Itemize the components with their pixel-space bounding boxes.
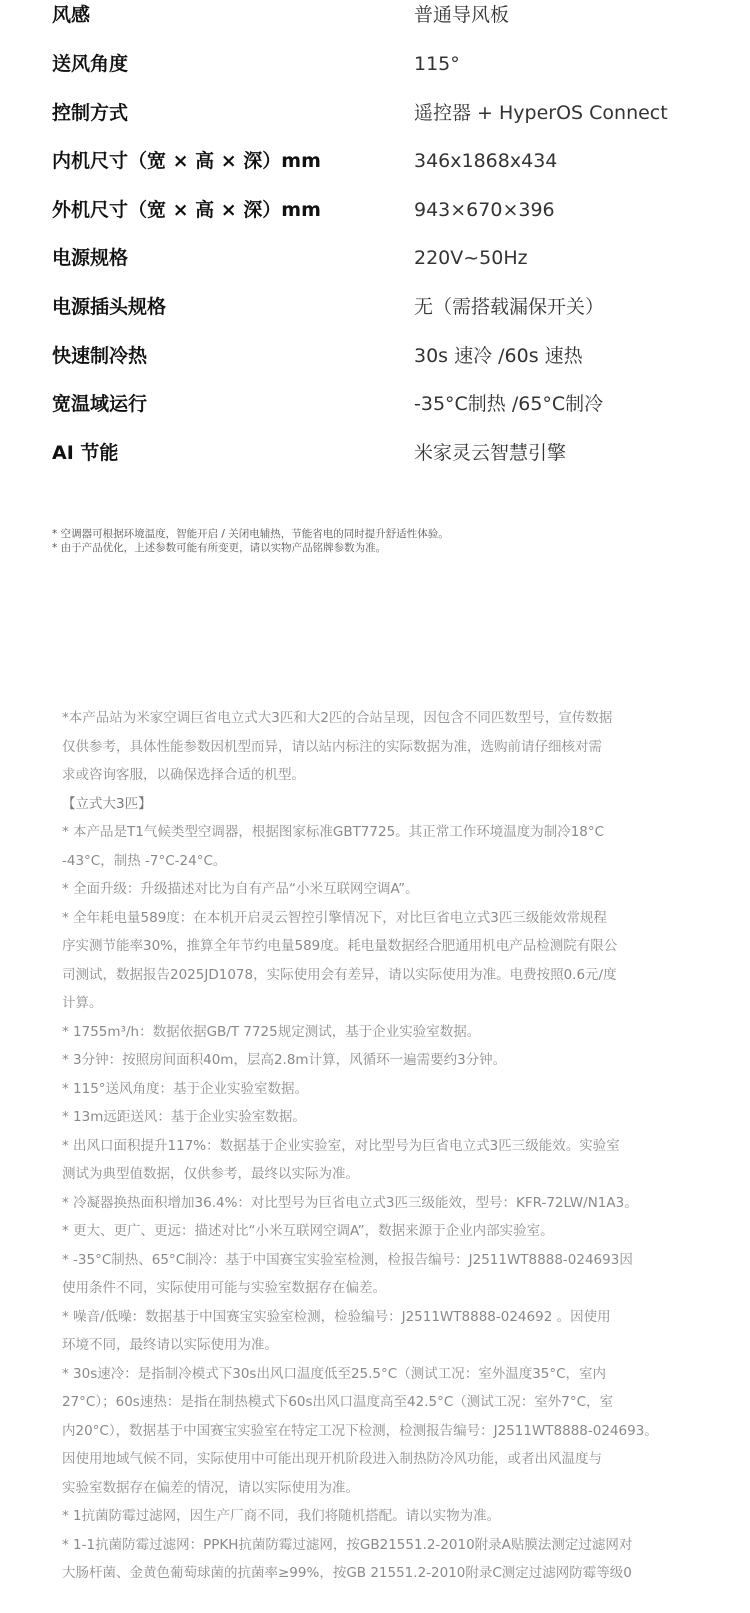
spec-footnotes	[52, 527, 692, 555]
spec-value: 220V~50Hz	[414, 247, 528, 269]
spec-value: 346x1868x434	[414, 150, 558, 172]
footnote: * 空调器可根据环境温度，智能开启 / 关闭电辅热，节能省电的同时提升舒适性体验。	[52, 528, 449, 540]
footnote: * 由于产品优化，上述参数可能有所变更，请以实物产品铭牌参数为准。	[52, 542, 387, 554]
disclaimer-line: * 115°送风角度：基于企业实验室数据。	[62, 1080, 309, 1097]
spec-value: 943×670×396	[414, 199, 555, 221]
disclaimer-line: 因使用地域气候不同，实际使用中可能出现开机阶段进入制热防冷风功能，或者出风温度与	[62, 1451, 602, 1467]
spec-label: 外机尺寸（宽 × 高 × 深）mm	[52, 199, 321, 221]
disclaimer-line: * 13m远距送风：基于企业实验室数据。	[62, 1109, 306, 1125]
disclaimer-line: 计算。	[62, 995, 103, 1011]
disclaimer-line: * 出风口面积提升117%：数据基于企业实验室，对比型号为巨省电立式3匹三级能效。实验室	[62, 1137, 620, 1154]
spec-row-fast-cool-heat	[0, 341, 750, 389]
disclaimer-line: 环境不同，最终请以实际使用为准。	[62, 1337, 278, 1353]
disclaimer-line: * 1-1抗菌防霉过滤网：PPKH抗菌防霉过滤网，按GB21551.2-2010附录A贴膜法测定过滤网对	[62, 1536, 633, 1553]
disclaimer-line: * 本产品是T1气候类型空调器，根据图家标准GBT7725。其正常工作环境温度为制冷18°C	[62, 824, 605, 840]
disclaimer-line: * 全面升级：升级描述对比为自有产品“小米互联网空调A”。	[62, 881, 419, 897]
spec-label: AI 节能	[52, 442, 119, 464]
disclaimer-line: * 噪音/低噪：数据基于中国赛宝实验室检测，检验编号：J2511WT8888-024692 。因使用	[62, 1308, 611, 1325]
disclaimer-line: 27°C）；60s速热：是指在制热模式下60s出风口温度高至42.5°C（测试工况：室外7°C，室	[62, 1394, 614, 1410]
disclaimer-line: * 1抗菌防霉过滤网，因生产厂商不同，我们将随机搭配。请以实物为准。	[62, 1508, 501, 1524]
spec-label: 控制方式	[52, 102, 129, 124]
disclaimer-line: *本产品站为米家空调巨省电立式大3匹和大2匹的合站呈现，因包含不同匹数型号，宣传数据	[62, 710, 613, 726]
spec-row-wind-feel	[0, 0, 750, 48]
disclaimer-line: -43°C，制热 -7°C-24°C。	[62, 852, 227, 869]
disclaimer-line: 实验室数据存在偏差的情况，请以实际使用为准。	[62, 1479, 359, 1496]
disclaimer-line: 序实测节能率30%，推算全年节约电量589度。耗电量数据经合肥通用机电产品检测院有限公	[62, 938, 618, 954]
spec-value: 无（需搭载漏保开关）	[414, 296, 605, 318]
disclaimer-line: * 3分钟：按照房间面积40m，层高2.8m计算，风循环一遍需要约3分钟。	[62, 1052, 507, 1068]
disclaimer-line: 测试为典型值数据，仅供参考，最终以实际为准。	[62, 1166, 359, 1182]
spec-value: -35°C制热 /65°C制冷	[414, 393, 604, 415]
spec-row-outdoor-size	[0, 195, 750, 243]
disclaimer-text	[62, 704, 672, 1588]
spec-value: 米家灵云智慧引擎	[414, 442, 567, 464]
spec-row-ai-energy	[0, 438, 750, 486]
disclaimer-line: 司测试，数据报告2025JD1078，实际使用会有差异，请以实际使用为准。电费按照0.6元/度	[62, 966, 617, 983]
spec-value: 普通导风板	[414, 4, 510, 26]
disclaimer-line: * 全年耗电量589度：在本机开启灵云智控引擎情况下，对比巨省电立式3匹三级能效常规程	[62, 909, 607, 926]
spec-label: 内机尺寸（宽 × 高 × 深）mm	[52, 150, 321, 172]
spec-row-control-method	[0, 98, 750, 146]
spec-value: 30s 速冷 /60s 速热	[414, 345, 583, 367]
spec-label: 宽温域运行	[52, 393, 148, 415]
disclaimer-line: * 30s速冷：是指制冷模式下30s出风口温度低至25.5°C（测试工况：室外温度35°C，室内	[62, 1365, 607, 1382]
disclaimer-line: * 冷凝器换热面积增加36.4%：对比型号为巨省电立式3匹三级能效，型号：KFR-72LW/N1A3。	[62, 1194, 638, 1211]
disclaimer-line: 大肠杆菌、金黄色葡萄球菌的抗菌率≥99%，按GB 21551.2-2010附录C测定过滤网防霉等级0	[62, 1565, 632, 1581]
spec-label: 电源插头规格	[52, 296, 167, 318]
disclaimer-line: * -35°C制热、65°C制冷：基于中国赛宝实验室检测，检报告编号：J2511WT8888-024693因	[62, 1251, 633, 1268]
disclaimer-line: 仅供参考，具体性能参数因机型而异，请以站内标注的实际数据为准，选购前请仔细核对需	[62, 738, 602, 755]
spec-row-indoor-size	[0, 146, 750, 194]
disclaimer-line: * 1755m³/h：数据依据GB/T 7725规定测试，基于企业实验室数据。	[62, 1023, 481, 1040]
spec-row-power-spec	[0, 243, 750, 291]
spec-label: 电源规格	[52, 247, 129, 269]
spec-row-plug-spec	[0, 292, 750, 340]
disclaimer-section-heading: 【立式大3匹】	[62, 795, 152, 812]
spec-row-air-angle	[0, 49, 750, 97]
disclaimer-line: 求或咨询客服，以确保选择合适的机型。	[62, 767, 305, 783]
disclaimer-line: * 更大、更广、更远：描述对比“小米互联网空调A”，数据来源于企业内部实验室。	[62, 1223, 554, 1239]
spec-label: 快速制冷热	[52, 345, 148, 367]
spec-label: 送风角度	[52, 53, 129, 75]
spec-row-wide-temp	[0, 389, 750, 437]
spec-value: 遥控器 + HyperOS Connect	[414, 102, 668, 124]
spec-value: 115°	[414, 53, 460, 75]
disclaimer-line: 使用条件不同，实际使用可能与实验室数据存在偏差。	[62, 1280, 386, 1296]
spec-label: 风感	[52, 4, 91, 26]
disclaimer-line: 内20°C），数据基于中国赛宝实验室在特定工况下检测，检测报告编号：J2511WT8888-024693。	[62, 1422, 658, 1439]
